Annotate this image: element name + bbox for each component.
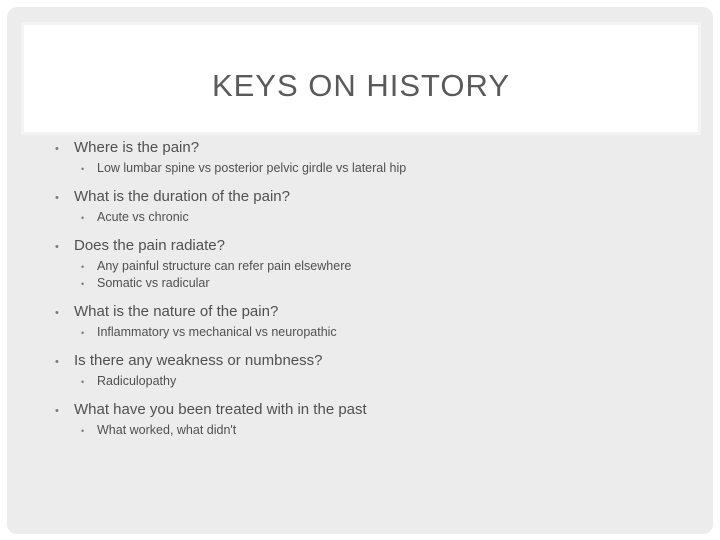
bullet-dot-icon: • [55,192,59,204]
bullet-text: Does the pain radiate? [74,237,225,254]
sub-bullet-item [81,373,695,390]
sub-bullet-text: Inflammatory vs mechanical vs neuropathic [97,325,337,339]
sub-bullet-dot-icon: • [81,279,85,289]
sub-bullet-text: Low lumbar spine vs posterior pelvic girdle vs lateral hip [97,161,407,175]
sub-bullet-item [81,209,695,226]
bullet-item [55,187,695,226]
bullet-text: Where is the pain? [74,139,200,156]
sub-bullet-text: Radiculopathy [97,374,177,388]
sub-bullet-dot-icon: • [81,164,85,174]
sub-bullet-dot-icon: • [81,328,85,338]
bullet-text: What is the duration of the pain? [74,188,290,205]
bullet-dot-icon: • [55,143,59,155]
bullet-text: What is the nature of the pain? [74,303,279,320]
bullet-text: Is there any weakness or numbness? [74,352,323,369]
sub-bullet-dot-icon: • [81,426,85,436]
slide [7,7,713,534]
sub-bullet-dot-icon: • [81,262,85,272]
bullet-item [55,400,695,439]
sub-bullet-text: Any painful structure can refer pain elsewhere [97,259,352,273]
slide-title: KEYS ON HISTORY [211,68,511,103]
sub-bullet-text: Somatic vs radicular [97,276,210,290]
bullet-list [55,138,695,449]
sub-bullet-item [81,258,695,275]
sub-bullet-item [81,275,695,292]
sub-bullet-dot-icon: • [81,213,85,223]
bullet-dot-icon: • [55,356,59,368]
sub-bullet-text: Acute vs chronic [97,210,189,224]
title-band [21,22,701,135]
bullet-dot-icon: • [55,405,59,417]
bullet-text: What have you been treated with in the past [74,401,367,418]
bullet-item [55,236,695,292]
bullet-item [55,351,695,390]
bullet-dot-icon: • [55,241,59,253]
sub-bullet-dot-icon: • [81,377,85,387]
sub-bullet-item [81,160,695,177]
bullet-dot-icon: • [55,307,59,319]
sub-bullet-item [81,324,695,341]
sub-bullet-text: What worked, what didn't [97,423,237,437]
sub-bullet-item [81,422,695,439]
bullet-item [55,302,695,341]
bullet-item [55,138,695,177]
